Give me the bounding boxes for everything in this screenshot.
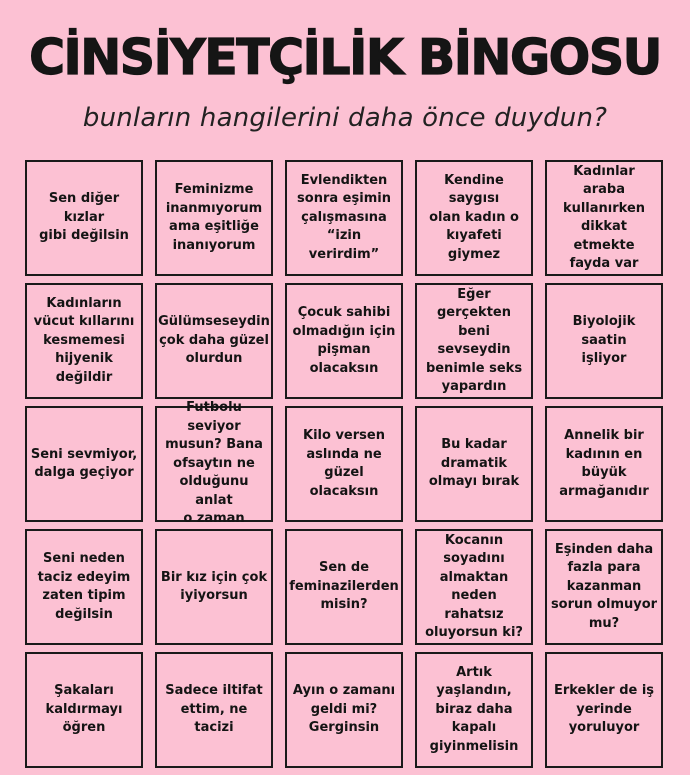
bingo-cell [155,652,273,768]
bingo-cell-text: Erkekler de iş yerinde yoruluyor [553,683,655,736]
bingo-cell [285,652,403,768]
bingo-cell [155,283,273,399]
bingo-cell [25,652,143,768]
bingo-cell [285,406,403,522]
bingo-cell [285,283,403,399]
bingo-cell-text: Bu kadar dramatik olmayı bırak [428,437,520,490]
bingo-cell [155,160,273,276]
bingo-cell [545,406,663,522]
bingo-cell-text: Kadınların vücut kıllarını kesmemesi hijyenik değildir [33,295,135,385]
bingo-cell-text: Sen de feminazilerden misin? [289,560,399,613]
bingo-cell-text: Eşinden daha fazla para kazanman sorun olmuyor mu? [550,541,658,631]
bingo-cell [285,529,403,645]
bingo-cell [285,160,403,276]
bingo-cell [545,652,663,768]
bingo-cell-text: Sen diğer kızlar gibi değilsin [39,191,129,244]
page-title: CİNSİYETÇİLİK BİNGOSU [29,29,661,86]
bingo-cell-text: Feminizme inanmıyorum ama eşitliğe inanıyorum [165,182,263,253]
bingo-cell-text: Kilo versen aslında ne güzel olacaksın [303,428,385,499]
bingo-cell [545,160,663,276]
bingo-cell-text: Şakaları kaldırmayı öğren [45,683,123,736]
bingo-cell-text: Kendine saygısı olan kadın o kıyafeti giymez [429,172,519,262]
bingo-cell [415,406,533,522]
bingo-cell-text: Futbolu seviyor musun? Bana ofsaytın ne olduğunu anlat o zaman [165,400,263,527]
bingo-cell [415,160,533,276]
bingo-cell-text: Ayın o zamanı geldi mi? Gerginsin [292,683,396,736]
bingo-cell [415,529,533,645]
bingo-cell [415,652,533,768]
bingo-cell [545,283,663,399]
bingo-cell-text: Biyolojik saatin işliyor [572,314,636,367]
page-subtitle: bunların hangilerini daha önce duydun? [82,103,608,133]
bingo-cell-text: Bir kız için çok iyiyorsun [160,569,268,603]
bingo-cell [155,529,273,645]
bingo-grid [25,160,668,768]
bingo-cell-text: Gülümseseydin çok daha güzel olurdun [158,314,270,367]
bingo-cell [545,529,663,645]
bingo-cell [25,406,143,522]
bingo-cell-text: Seni sevmiyor, dalga geçiyor [30,446,138,480]
bingo-cell-text: Evlendikten sonra eşimin çalışmasına “izin verirdim” [297,172,391,262]
bingo-cell [25,529,143,645]
bingo-cell [25,283,143,399]
bingo-cell-text: Annelik bir kadının en büyük armağanıdır [559,428,649,499]
bingo-cell [25,160,143,276]
bingo-cell-text: Eğer gerçekten beni sevseydin benimle seks yapardın [425,286,523,394]
bingo-cell-text: Kocanın soyadını almaktan neden rahatsız oluyorsun ki? [425,532,523,640]
bingo-cell [155,400,273,527]
bingo-cell-text: Kadınlar araba kullanırken dikkat etmekte fayda var [562,163,646,271]
bingo-cell-text: Sadece iltifat ettim, ne tacizi [165,683,263,736]
bingo-cell [415,283,533,399]
bingo-cell-text: Artık yaşlandın, biraz daha kapalı giyinmelisin [429,664,519,754]
bingo-cell-text: Seni neden taciz edeyim zaten tipim değilsin [37,551,131,622]
bingo-cell-text: Çocuk sahibi olmadığın için pişman olacaksın [292,305,396,376]
